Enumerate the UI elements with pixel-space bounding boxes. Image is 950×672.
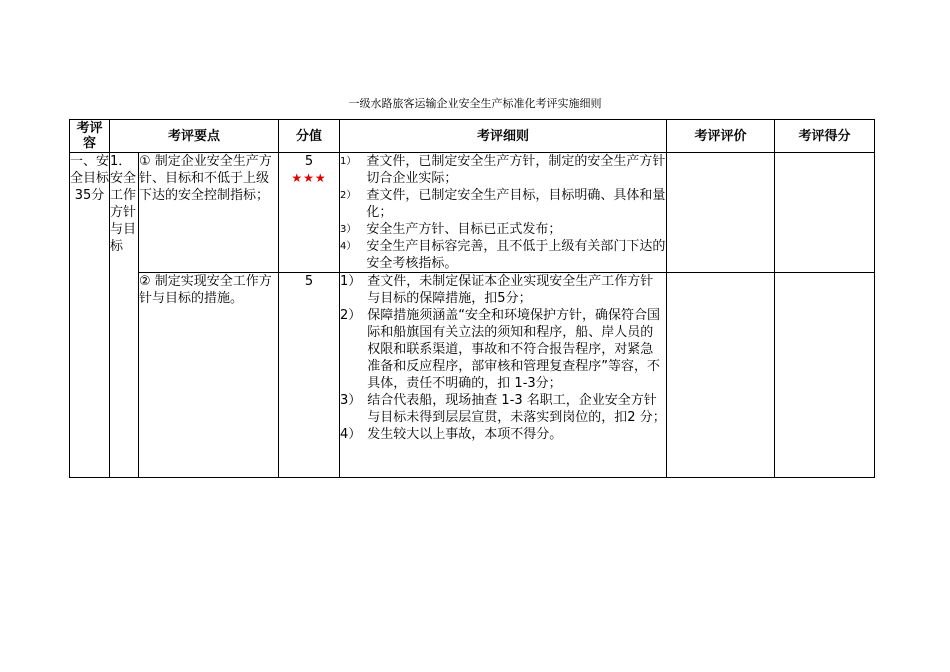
- detail-line: [340, 221, 666, 238]
- detail-number: 4）: [340, 241, 357, 252]
- score-value: 5: [304, 154, 314, 169]
- subcategory-cell: 1．安全工作方针与目标: [110, 153, 139, 478]
- detail-number: 3）: [340, 393, 362, 408]
- table-row: [70, 153, 875, 273]
- detail-text: 发生较大以上事故，本项不得分。: [367, 427, 563, 442]
- detail-line: [340, 187, 666, 221]
- table-header-row: [70, 120, 875, 153]
- document-title: 一级水路旅客运输企业安全生产标准化考评实施细则: [348, 97, 602, 110]
- detail-line: [340, 273, 666, 307]
- score-value: 5: [304, 274, 314, 289]
- score-cell: [279, 273, 340, 478]
- detail-text: 保障措施须涵盖“安全和环境保护方针，确保符合国际和船旗国有关立法的须知和程序，船、岸人员的权限和联系渠道，事故和不符合报告程序，对紧急准备和反应程序，部审核和管理复查程序”等容，不具体，责任不明确的，扣 1-3分；: [367, 308, 661, 391]
- details-cell: [340, 273, 667, 478]
- detail-number: 3）: [340, 224, 357, 235]
- score-cell: [279, 153, 340, 273]
- detail-text: 安全生产方针、目标已正式发布；: [366, 222, 562, 237]
- detail-text: 安全生产目标容完善，且不低于上级有关部门下达的安全考核指标。: [366, 239, 666, 271]
- detail-line: [340, 392, 666, 426]
- detail-number: 1）: [340, 156, 357, 167]
- header-evaluation: 考评评价: [667, 120, 775, 153]
- star-rating: ★★★: [291, 171, 327, 185]
- point-cell: ② 制定实现安全工作方针与目标的措施。: [139, 273, 279, 478]
- category-cell: 一、安全目标35分: [70, 153, 110, 478]
- result-score-cell: [775, 153, 875, 273]
- table-row: [70, 273, 875, 478]
- details-cell: [340, 153, 667, 273]
- header-details: 考评细则: [340, 120, 667, 153]
- detail-text: 结合代表船，现场抽查 1-3 名职工，企业安全方针与目标未得到层层宣贯，未落实到岗位的，扣2 分；: [367, 393, 666, 425]
- header-result-score: 考评得分: [775, 120, 875, 153]
- detail-text: 查文件，已制定安全生产方针，制定的安全生产方针切合企业实际；: [366, 154, 666, 186]
- header-score: 分值: [279, 120, 340, 153]
- detail-line: [340, 153, 666, 187]
- detail-line: [340, 426, 666, 443]
- header-points: 考评要点: [110, 120, 279, 153]
- detail-line: [340, 238, 666, 272]
- result-score-cell: [775, 273, 875, 478]
- detail-number: 4）: [340, 427, 362, 442]
- evaluation-table: [69, 119, 875, 478]
- evaluation-cell: [667, 273, 775, 478]
- detail-line: [340, 307, 666, 392]
- detail-number: 1）: [340, 274, 362, 289]
- detail-text: 查文件，已制定安全生产目标，目标明确、具体和量化；: [366, 188, 666, 220]
- evaluation-cell: [667, 153, 775, 273]
- detail-text: 查文件，未制定保证本企业实现安全生产工作方针与目标的保障措施，扣5分；: [367, 274, 654, 306]
- point-cell: ① 制定企业安全生产方针、目标和不低于上级下达的安全控制指标；: [139, 153, 279, 273]
- detail-number: 2）: [340, 308, 362, 323]
- header-category: 考评容: [70, 120, 110, 153]
- detail-number: 2）: [340, 190, 357, 201]
